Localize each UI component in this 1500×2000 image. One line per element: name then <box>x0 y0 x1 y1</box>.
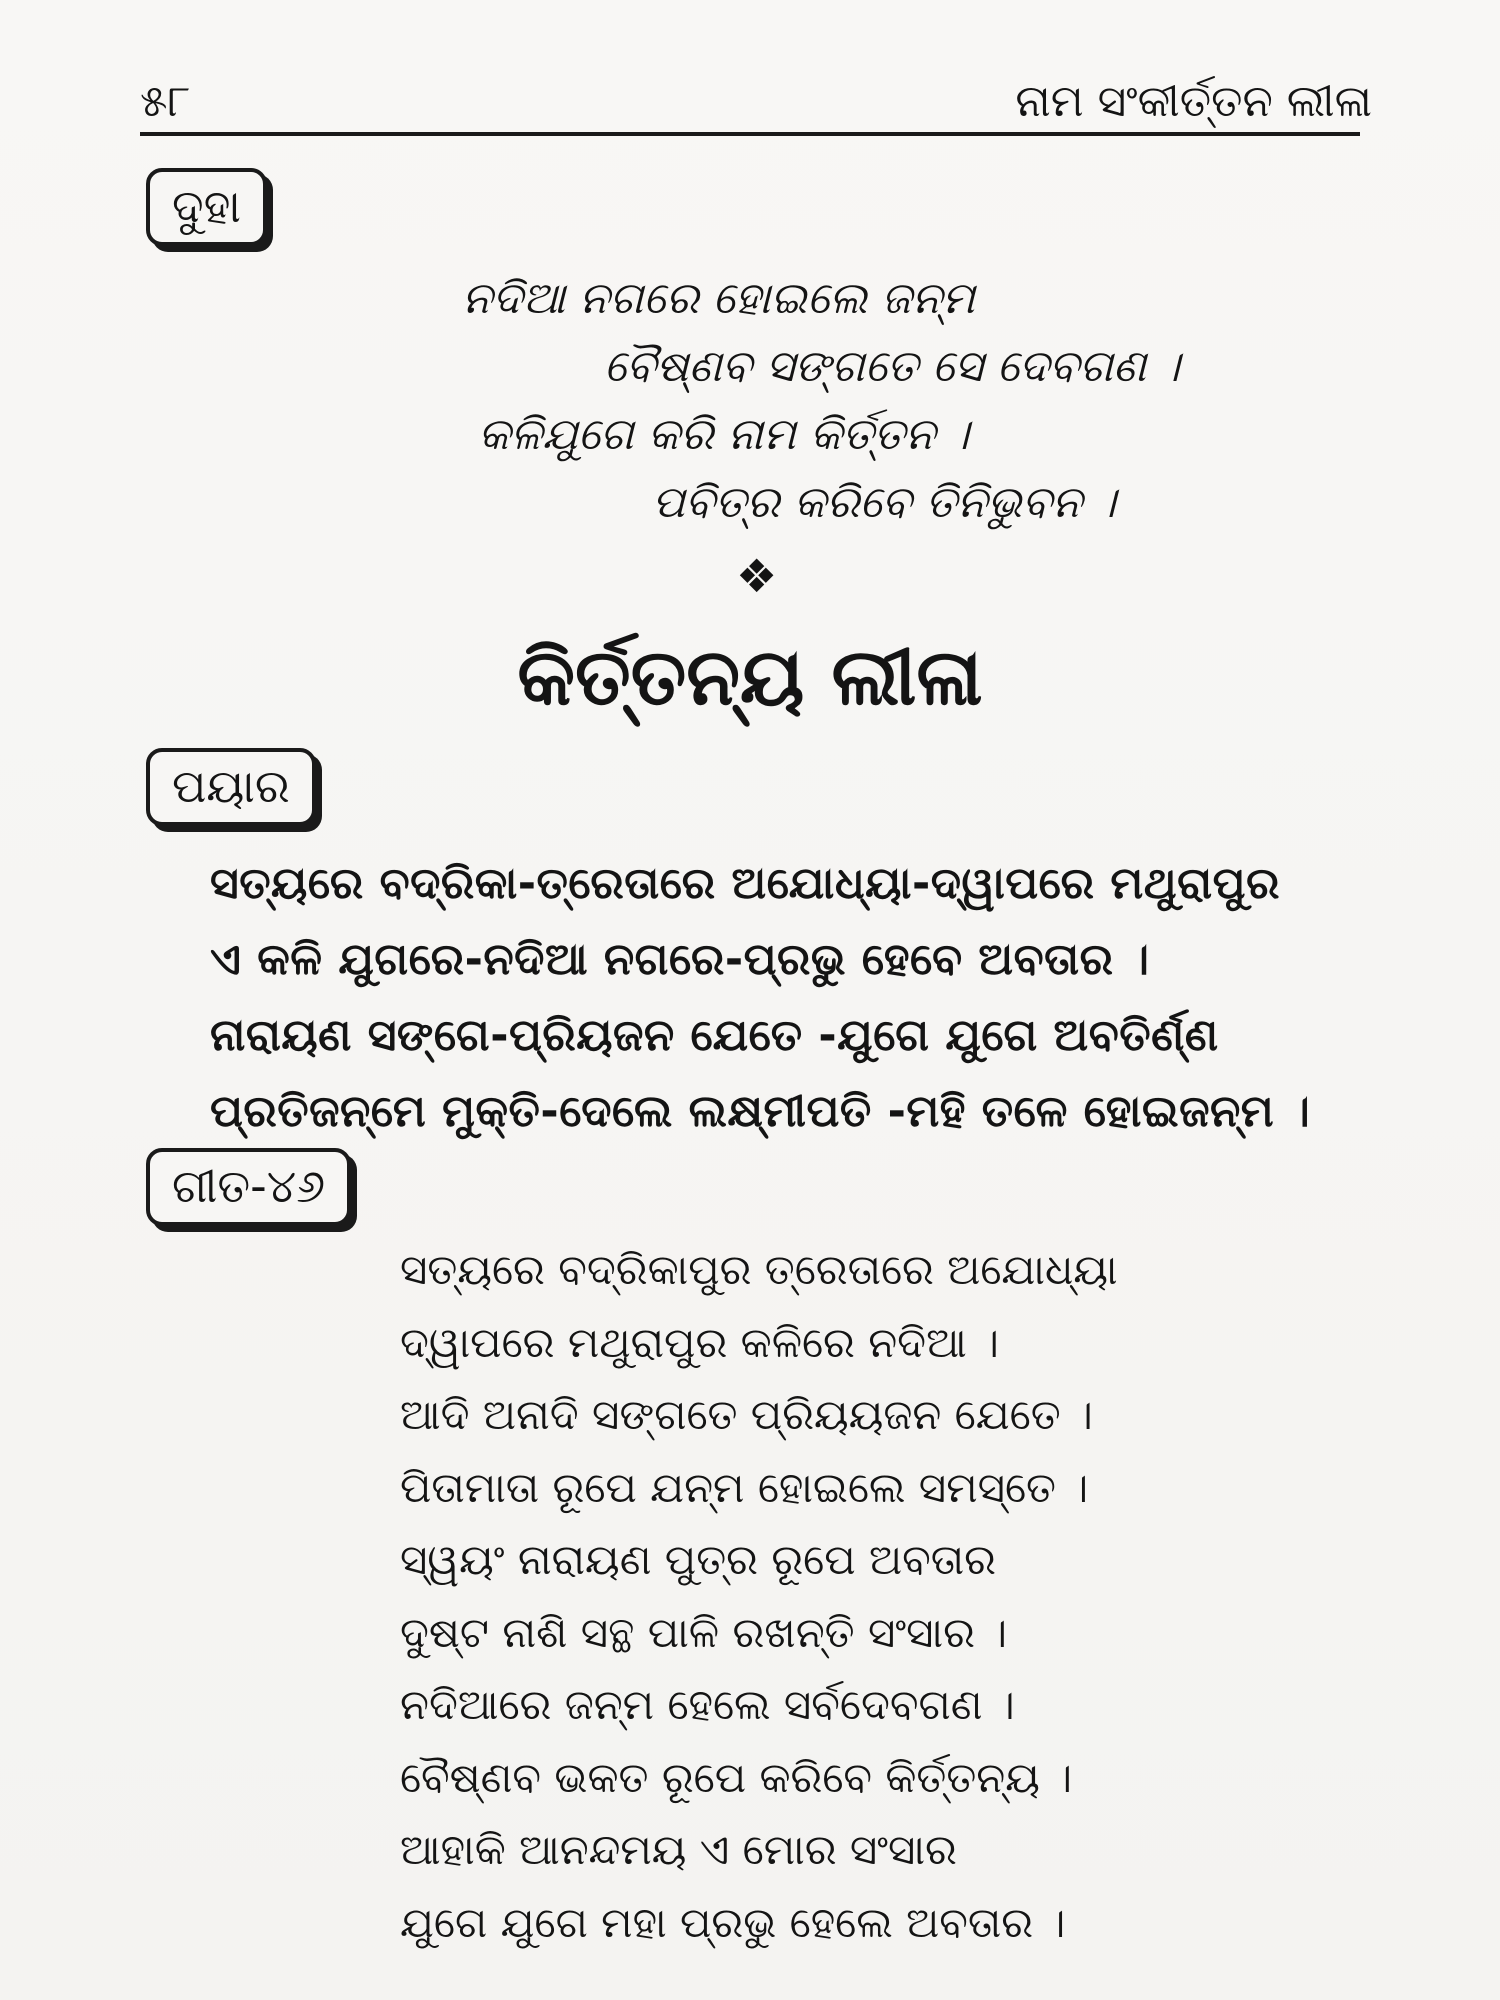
duha-line-2: ବୈଷ୍ଣବ ସଙ୍ଗତେ ସେ ଦେବଗଣ । <box>604 341 1180 392</box>
gita-line-4: ପିତାମାତା ରୂପେ ଯନ୍ମ ହୋଇଲେ ସମସ୍ତେ । <box>400 1462 1089 1512</box>
payara-line-2: ଏ କଳି ଯୁଗରେ-ନଦିଆ ନଗରେ-ପ୍ରଭୁ ହେବେ ଅବତାର । <box>210 934 1150 985</box>
gita-section-label: ଗୀତ-୪୬ <box>146 1148 351 1226</box>
duha-line-1: ନଦିଆ ନଗରେ ହୋଇଲେ ଜନ୍ମ <box>462 273 975 324</box>
running-title: ନାମ ସଂକୀର୍ତ୍ତନ ଲୀଳା <box>1015 76 1372 127</box>
payara-line-1: ସତ୍ୟରେ ବଦ୍ରିକା-ତ୍ରେତାରେ ଅଯୋଧ୍ୟା-ଦ୍ୱାପରେ ମଥୁରାପୁର <box>210 858 1280 909</box>
payara-line-4: ପ୍ରତିଜନ୍ମେ ମୁକ୍ତି-ଦେଲେ ଲକ୍ଷ୍ମୀପତି -ମହି ତଳେ ହୋଇଜନ୍ମ । <box>210 1086 1311 1137</box>
duha-section-label: ଦୁହା <box>146 168 267 246</box>
chapter-title: କିର୍ତ୍ତନ୍ୟ ଲୀଳା <box>517 633 983 723</box>
gita-line-3: ଆଦି ଅନାଦି ସଙ୍ଗତେ ପ୍ରିୟୟଜନ ଯେତେ । <box>400 1390 1093 1439</box>
duha-line-3: କଳିଯୁଗେ କରି ନାମ କିର୍ତ୍ତନ । <box>478 409 970 460</box>
gita-verse <box>400 1234 1118 1959</box>
header-rule <box>140 132 1360 136</box>
payara-verse <box>210 846 1310 1150</box>
gita-line-2: ଦ୍ୱାପରେ ମଥୁରାପୁର କଳିରେ ନଦିଆ । <box>400 1317 999 1367</box>
gita-line-5: ସ୍ୱୟଂ ନାରାୟଣ ପୁତ୍ର ରୂପେ ଅବତାର <box>400 1535 997 1584</box>
payara-section-label: ପୟାର <box>146 748 316 826</box>
ornament-divider-icon: ❖ <box>736 549 778 603</box>
payara-line-3: ନାରାୟଣ ସଙ୍ଗେ-ପ୍ରିୟଜନ ଯେତେ -ଯୁଗେ ଯୁଗେ ଅବତିର୍ଣ୍ଣ <box>210 1010 1219 1061</box>
gita-line-10: ଯୁଗେ ଯୁଗେ ମହା ପ୍ରଭୁ ହେଲେ ଅବତାର । <box>400 1897 1066 1947</box>
gita-line-8: ବୈଷ୍ଣବ ଭକତ ରୂପେ କରିବେ କିର୍ତ୍ତନ୍ୟ । <box>400 1752 1073 1802</box>
gita-line-1: ସତ୍ୟରେ ବଦ୍ରିକାପୁର ତ୍ରେତାରେ ଅଯୋଧ୍ୟା <box>400 1245 1118 1294</box>
gita-line-6: ଦୁଷ୍ଟ ନାଶି ସନ୍ଥ ପାଳି ରଖନ୍ତି ସଂସାର । <box>400 1607 1008 1657</box>
duha-line-4: ପବିତ୍ର କରିବେ ତିନିଭୁବନ । <box>652 477 1116 528</box>
page-number: ୫୮ <box>140 76 191 127</box>
gita-line-9: ଆହାକି ଆନନ୍ଦମୟ ଏ ମୋର ସଂସାର <box>400 1825 957 1874</box>
gita-line-7: ନଦିଆରେ ଜନ୍ମ ହେଲେ ସର୍ବଦେବଗଣ । <box>400 1680 1015 1729</box>
